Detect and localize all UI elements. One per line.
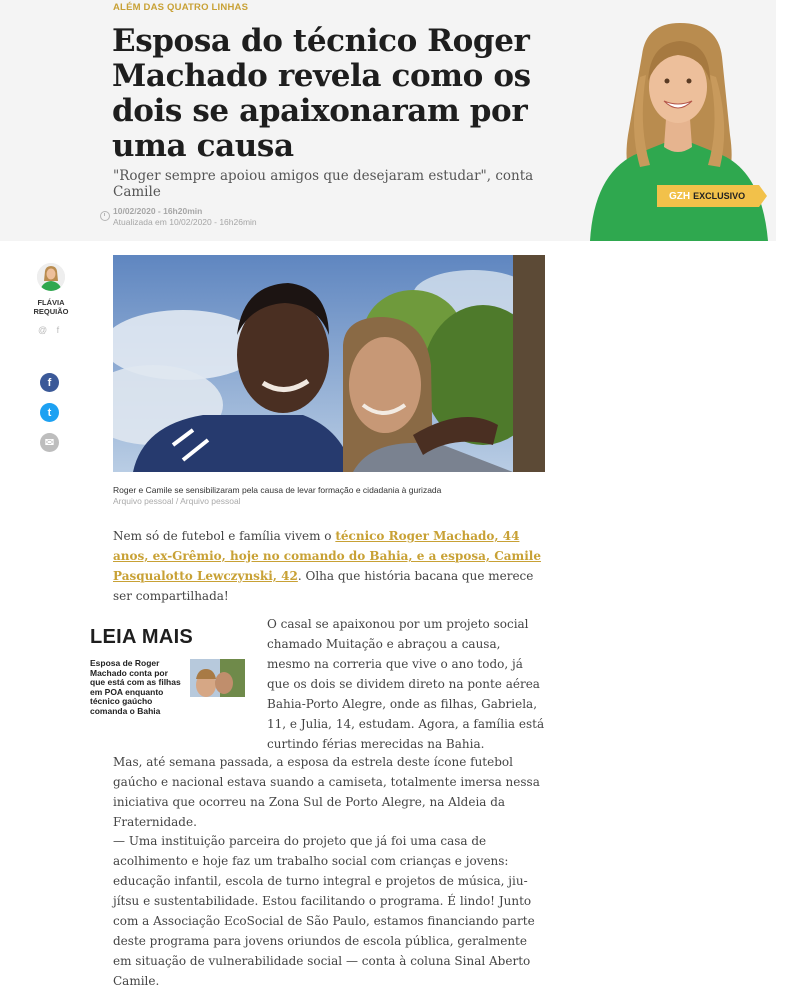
author-email-icon[interactable]: @ xyxy=(38,325,48,335)
share-facebook-icon[interactable]: f xyxy=(40,373,59,392)
updated-date: Atualizada em 10/02/2020 - 16h26min xyxy=(113,217,257,227)
article-dates xyxy=(113,206,257,228)
published-date: 10/02/2020 - 16h20min xyxy=(113,206,203,216)
badge-label: EXCLUSIVO xyxy=(693,191,746,201)
photo-caption: Roger e Camile se sensibilizaram pela causa de levar formação e cidadania à gurizada xyxy=(113,485,442,495)
exclusive-badge xyxy=(657,185,759,207)
section-kicker[interactable]: ALÉM DAS QUATRO LINHAS xyxy=(113,2,249,13)
paragraph-4: — Uma instituição parceira do projeto que já foi uma casa de acolhimento e hoje faz um trabalho social com crianças e jovens: educação infantil, escola de turno integral e projetos de música, jiu-jítsu e sustentabilidade. Estou facilitando o programa. É lindo! Junto com a Associação EcoSocial de São Paulo, estamos financiando parte deste programa para jovens oriundos de escola pública, geralmente em situação de vulnerabilidade social — conta à coluna Sinal Aberto Camile. xyxy=(113,834,535,988)
article-header xyxy=(0,0,776,241)
share-email-icon[interactable]: ✉ xyxy=(40,433,59,452)
paragraph-2: O casal se apaixonou por um projeto social chamado Muitação e abraçou a causa, mesmo na correria que vive o ano todo, já que os dois se dividem direto na ponte aérea Bahia-Porto Alegre, onde as filhas, Gabriela, 11, e Julia, 14, estudam. Agora, a família está curtindo férias merecidas na Bahia. xyxy=(267,617,545,751)
article-subhead: "Roger sempre apoiou amigos que desejaram estudar", conta Camile xyxy=(113,168,534,200)
author-avatar-image xyxy=(37,263,65,291)
paragraph-3: Mas, até semana passada, a esposa da estrela deste ícone futebol gaúcho e nacional estava suando a camiseta, totalmente imersa nessa iniciativa que ocorreu na Zona Sul de Porto Alegre, na Aldeia da Fraternidade. xyxy=(113,755,540,829)
paragraph-intro xyxy=(113,526,543,606)
share-twitter-icon[interactable]: t xyxy=(40,403,59,422)
article-photo xyxy=(113,255,545,472)
author-facebook-icon[interactable]: f xyxy=(56,325,60,335)
leia-mais-thumbnail[interactable] xyxy=(190,659,245,697)
intro-text-start: Nem só de futebol e família vivem o xyxy=(113,529,336,543)
badge-brand: GZH xyxy=(669,190,691,202)
leia-mais-item-link[interactable]: Esposa de Roger Machado conta por que está com as filhas em POA enquanto técnico gaúcho comanda o Bahia xyxy=(90,658,181,716)
author-avatar[interactable] xyxy=(37,263,65,291)
author-name[interactable]: FLÁVIA REQUIÃO xyxy=(33,298,69,316)
intro-link[interactable]: técnico Roger Machado, 44 anos, ex-Grêmio, hoje no comando do Bahia, e a esposa, Camile Pasqualotto Lewczynski, 42 xyxy=(113,529,541,583)
photo-credit: Arquivo pessoal / Arquivo pessoal xyxy=(113,496,241,506)
article-headline: Esposa do técnico Roger Machado revela como os dois se apaixonaram por uma causa xyxy=(112,23,531,164)
columnist-portrait xyxy=(580,15,776,241)
author-social-links xyxy=(38,325,66,335)
intro-text-end: . Olha que história bacana que merece ser compartilhada! xyxy=(113,569,534,603)
leia-mais-title: LEIA MAIS xyxy=(90,626,194,648)
clock-icon xyxy=(100,211,110,221)
